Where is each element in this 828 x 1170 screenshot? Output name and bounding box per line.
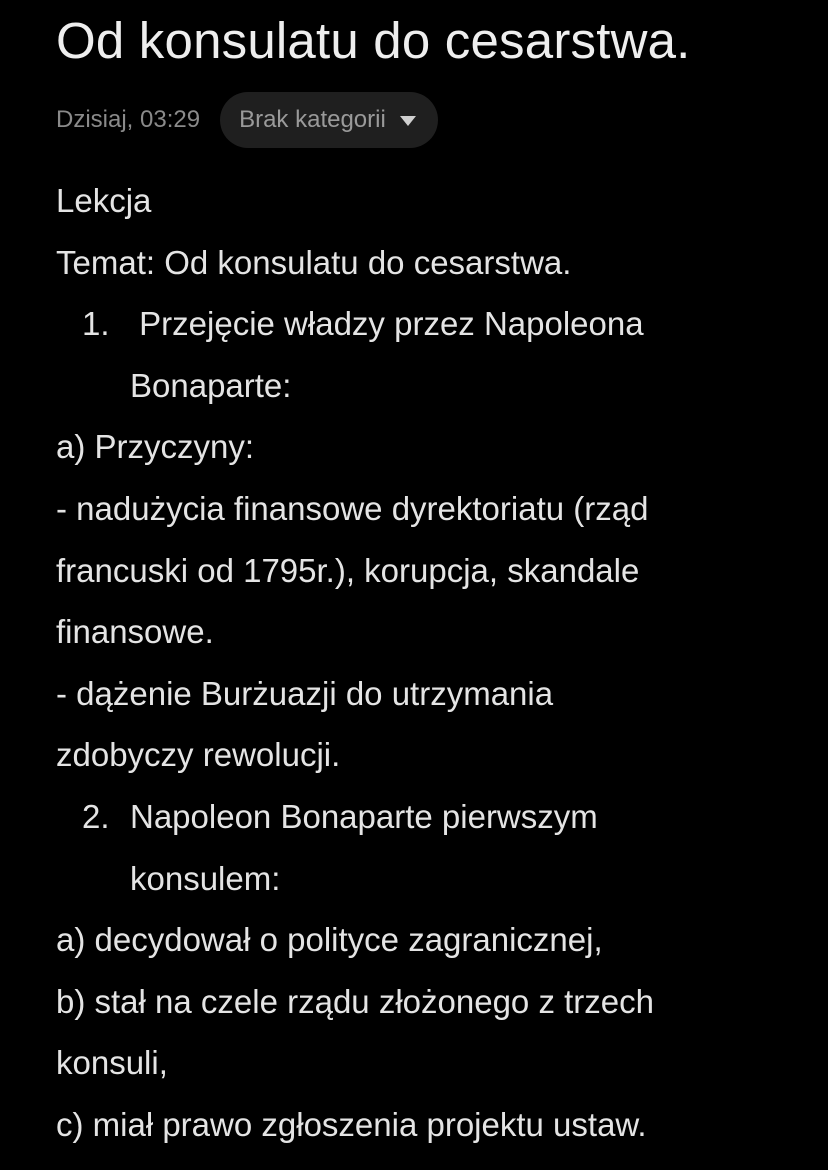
body-line: finansowe.: [56, 613, 214, 651]
note-body-editor[interactable]: [56, 170, 816, 1156]
category-label: Brak kategorii: [239, 106, 386, 133]
body-line: a) Przyczyny:: [56, 428, 255, 466]
list-continuation: Bonaparte:: [130, 366, 292, 404]
body-line: - dążenie Burżuazji do utrzymania: [56, 674, 554, 712]
note-title[interactable]: Od konsulatu do cesarstwa.: [56, 12, 691, 69]
list-item-1: [56, 293, 816, 355]
list-continuation: konsulem:: [130, 859, 281, 897]
body-line: b) stał na czele rządu złożonego z trzech: [56, 982, 654, 1020]
body-line: c) miał prawo zgłoszenia projektu ustaw.: [56, 1105, 647, 1143]
body-line: konsuli,: [56, 1044, 168, 1082]
note-date: Dzisiaj, 03:29: [56, 106, 201, 133]
list-number: 1.: [82, 305, 110, 343]
category-dropdown[interactable]: [220, 92, 438, 148]
list-item-2: [56, 786, 816, 848]
body-line: - nadużycia finansowe dyrektoriatu (rząd: [56, 489, 649, 527]
body-line: francuski od 1795r.), korupcja, skandale: [56, 551, 640, 589]
list-text: Przejęcie władzy przez Napoleona: [130, 305, 644, 343]
list-number: 2.: [82, 797, 110, 835]
list-text: Napoleon Bonaparte pierwszym: [130, 797, 598, 835]
body-line: zdobyczy rewolucji.: [56, 736, 341, 774]
note-meta-row: [56, 92, 438, 148]
body-line: a) decydował o polityce zagranicznej,: [56, 921, 603, 959]
caret-down-icon: [400, 116, 416, 126]
body-line: Lekcja: [56, 182, 152, 219]
body-line: Temat: Od konsulatu do cesarstwa.: [56, 243, 572, 281]
